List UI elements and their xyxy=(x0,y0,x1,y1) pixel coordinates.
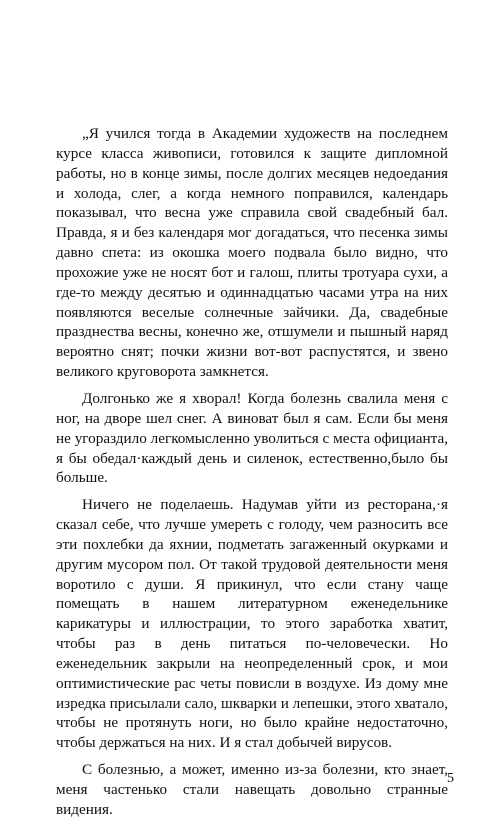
body-text xyxy=(56,124,448,820)
paragraph: Долгонько же я хворал! Когда болезнь свалила меня с ног, на дворе шел снег. А виноват был я сам. Если бы меня не угораздило легкомысленно уволиться с места официанта, я бы обедал·каждый день и силенок, естественно,было бы больше. xyxy=(56,389,448,487)
page-number: 5 xyxy=(447,771,454,786)
paragraph: Ничего не поделаешь. Надумав уйти из ресторана,·я сказал себе, что лучше умереть с голоду, чем разносить все эти похлебки да яхнии, подметать загаженный окурками и другим мусором пол. От такой трудовой деятельности меня воротило с души. Я прикинул, что если стану чаще помещать в нашем литературном еженедельнике карикатуры и иллюстрации, то этого заработка хватит, чтобы раз в день питаться по-человечески. Но еженедельник закрыли на неопределенный срок, и мои оптимистические рас четы повисли в воздухе. Из дому мне изредка присылали сало, шкварки и лепешки, этого хватало, чтобы не протянуть ноги, но было крайне недостаточно, чтобы держаться на них. И я стал добычей вирусов. xyxy=(56,496,448,752)
paragraph: „Я учился тогда в Академии художеств на последнем курсе класса живописи, готовился к защите дипломной работы, но в конце зимы, после долгих месяцев недоедания и холода, слег, а когда немного поправился, календарь показывал, что весна уже справила свой свадебный бал. Правда, я и без календаря мог догадаться, что песенка зимы давно спета: из окошка моего подвала было видно, что прохожие уже не носят бот и галош, плиты тротуара сухи, а где-то между десятью и одиннадцатью часами утра на них появляются веселые солнечные зайчики. Да, свадебные празднества весны, конечно же, отшумели и пышный наряд вероятно снят; почки жизни вот-вот распустятся, и звено великого круговорота замкнется. xyxy=(56,125,448,381)
paragraph: С болезнью, а может, именно из-за болезни, кто знает, меня частенько стали навещать довольно странные видения. xyxy=(56,761,448,818)
